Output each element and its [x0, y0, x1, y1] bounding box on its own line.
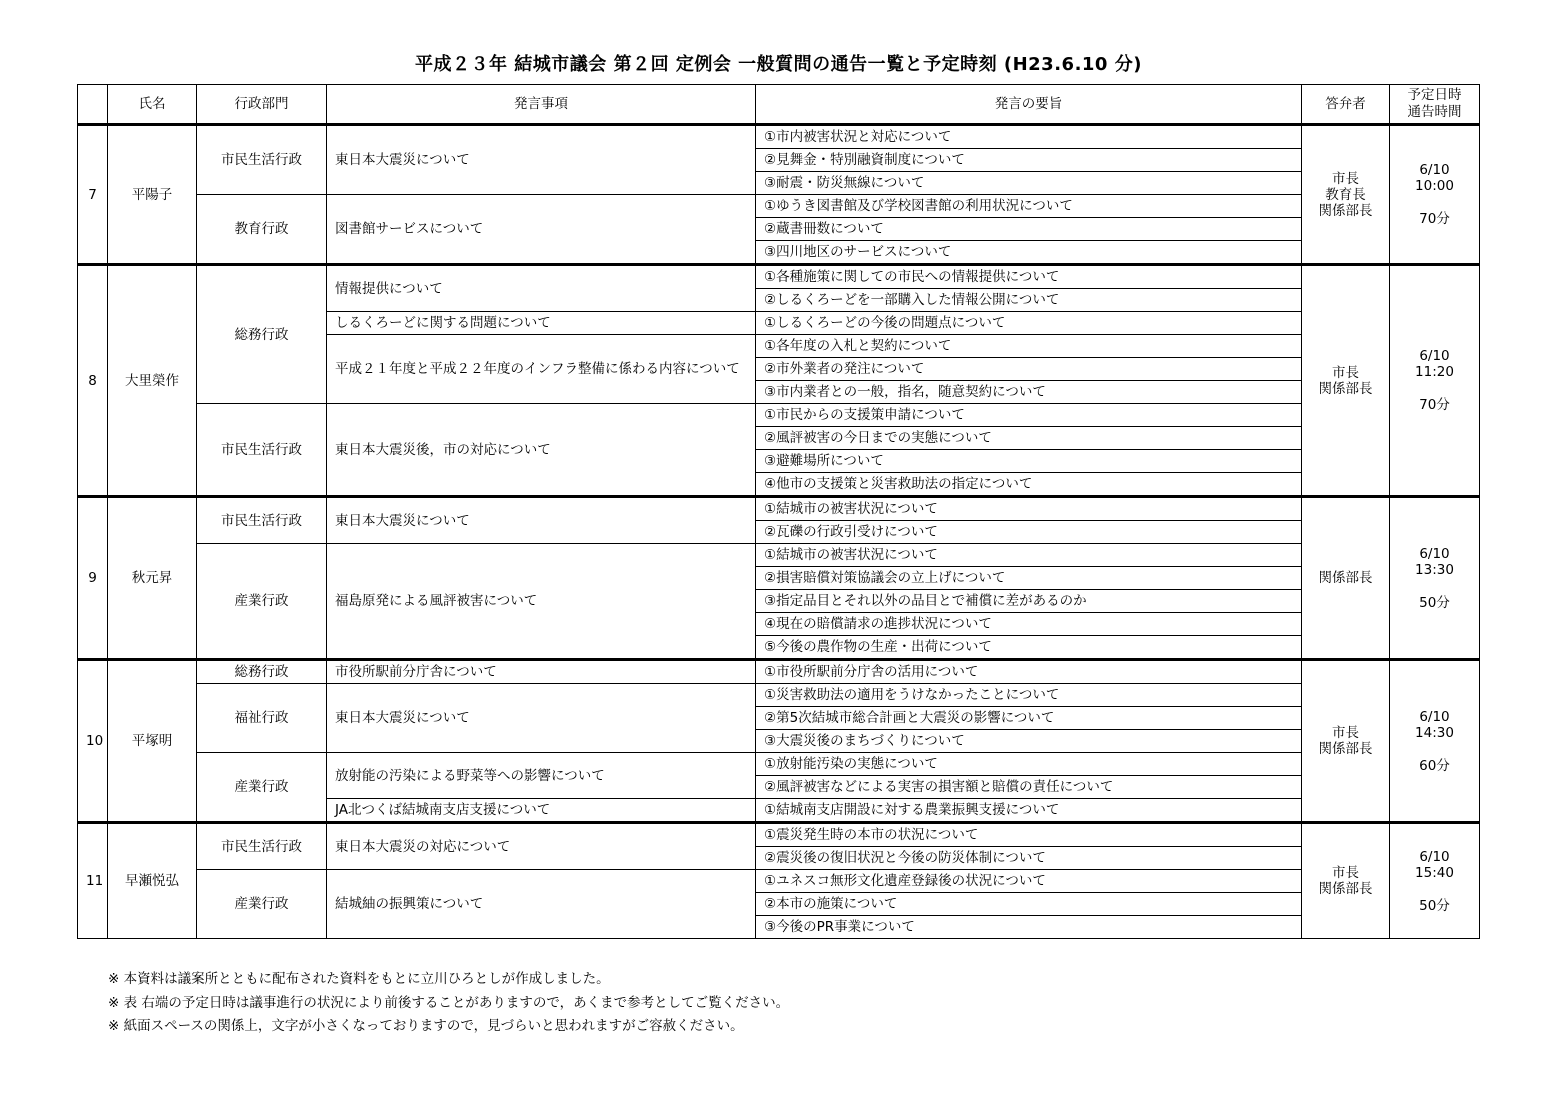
gist-point: ②風評被害の今日までの実態について — [756, 427, 1302, 450]
header-number — [78, 85, 108, 125]
answerers — [1302, 823, 1390, 939]
gist-point: ①市役所駅前分庁舎の活用について — [756, 660, 1302, 684]
gist-point: ②損害賠償対策協議会の立上げについて — [756, 567, 1302, 590]
header-schedule-date: 予定日時 — [1407, 87, 1462, 103]
gist-point: ②蔵書冊数について — [756, 218, 1302, 241]
answerer: 関係部長 — [1318, 380, 1373, 397]
footnote: ※ 本資料は議案所とともに配布された資料をもとに立川ひろとしが作成しました。 — [108, 971, 610, 987]
gist-point: ①震災発生時の本市の状況について — [756, 823, 1302, 847]
answerer: 関係部長 — [1318, 570, 1373, 586]
table-row — [78, 404, 1480, 427]
schedule-time: 13:30 — [1415, 561, 1454, 578]
answerer: 市長 — [1332, 865, 1359, 881]
question-schedule-table — [77, 84, 1480, 939]
department: 産業行政 — [197, 870, 327, 939]
header-answerer: 答弁者 — [1302, 85, 1390, 125]
speaker-number: 11 — [78, 823, 108, 939]
schedule — [1390, 660, 1480, 823]
speaker-number: 8 — [78, 265, 108, 497]
gist-point: ②市外業者の発注について — [756, 358, 1302, 381]
gist-point: ③耐震・防災無線について — [756, 172, 1302, 195]
department: 総務行政 — [197, 660, 327, 684]
speaker-name: 秋元昇 — [108, 497, 197, 660]
footnote: ※ 紙面スペースの関係上，文字が小さくなっておりますので，見づらいと思われますがご容赦ください。 — [108, 1018, 744, 1034]
header-topic: 発言事項 — [327, 85, 756, 125]
gist-point: ②震災後の復旧状況と今後の防災体制について — [756, 847, 1302, 870]
gist-point: ①市内被害状況と対応について — [756, 125, 1302, 149]
gist-point: ①放射能汚染の実態について — [756, 753, 1302, 776]
speaker-name: 早瀬悦弘 — [108, 823, 197, 939]
topic: 放射能の汚染による野菜等への影響について — [327, 753, 756, 799]
gist-point: ①結城市の被害状況について — [756, 497, 1302, 521]
table-row — [78, 497, 1480, 521]
gist-point: ②第5次結城市総合計画と大震災の影響について — [756, 707, 1302, 730]
topic: JA北つくば結城南支店支援について — [327, 799, 756, 823]
header-schedule — [1390, 85, 1480, 125]
speaker-name: 大里榮作 — [108, 265, 197, 497]
schedule-time: 11:20 — [1415, 364, 1454, 380]
department: 産業行政 — [197, 544, 327, 660]
answerer: 市長 — [1332, 725, 1359, 741]
answerers — [1302, 497, 1390, 660]
table-row — [78, 753, 1480, 776]
gist-point: ①各種施策に関しての市民への情報提供について — [756, 265, 1302, 289]
topic: 東日本大震災について — [327, 125, 756, 195]
table-row — [78, 660, 1480, 684]
schedule-time: 10:00 — [1415, 178, 1454, 194]
answerer: 関係部長 — [1318, 741, 1373, 757]
answerer: 市長 — [1332, 364, 1359, 381]
table-row — [78, 823, 1480, 847]
topic: 結城紬の振興策について — [327, 870, 756, 939]
table-row — [78, 684, 1480, 707]
gist-point: ③指定品目とそれ以外の品目とで補償に差があるのか — [756, 590, 1302, 613]
table-row — [78, 195, 1480, 218]
page-title: 平成２３年 結城市議会 第２回 定例会 一般質問の通告一覧と予定時刻 (H23.6.10 分) — [415, 54, 1142, 75]
header-schedule-time: 通告時間 — [1407, 104, 1462, 120]
schedule-date: 6/10 — [1419, 545, 1450, 562]
gist-point: ②風評被害などによる実害の損害額と賠償の責任について — [756, 776, 1302, 799]
answerer: 関係部長 — [1318, 202, 1373, 219]
gist-point: ①災害救助法の適用をうけなかったことについて — [756, 684, 1302, 707]
gist-point: ①ゆうき図書館及び学校図書館の利用状況について — [756, 195, 1302, 218]
speaker-number: 9 — [78, 497, 108, 660]
schedule — [1390, 497, 1480, 660]
gist-point: ④現在の賠償請求の進捗状況について — [756, 613, 1302, 636]
schedule-date: 6/10 — [1419, 162, 1450, 178]
gist-point: ①ユネスコ無形文化遺産登録後の状況について — [756, 870, 1302, 893]
schedule-date: 6/10 — [1419, 348, 1450, 364]
answerer: 市長 — [1332, 170, 1359, 187]
table-row — [78, 544, 1480, 567]
footnote: ※ 表 右端の予定日時は議事進行の状況により前後することがありますので，あくまで参考としてご覧ください。 — [108, 994, 790, 1011]
topic: 東日本大震災後，市の対応について — [327, 404, 756, 497]
speaker-number: 7 — [78, 125, 108, 265]
answerers — [1302, 125, 1390, 265]
footnotes — [108, 968, 789, 1039]
speaker-number: 10 — [78, 660, 108, 823]
gist-point: ④他市の支援策と災害救助法の指定について — [756, 473, 1302, 497]
answerers — [1302, 660, 1390, 823]
gist-point: ②見舞金・特別融資制度について — [756, 149, 1302, 172]
answerer: 関係部長 — [1318, 881, 1373, 897]
topic: 東日本大震災について — [327, 684, 756, 753]
topic: しるくろーどに関する問題について — [327, 312, 756, 335]
schedule-date: 6/10 — [1419, 708, 1450, 725]
schedule-date: 6/10 — [1419, 848, 1450, 865]
header-row — [78, 85, 1480, 125]
table-row — [78, 265, 1480, 289]
gist-point: ③今後のPR事業について — [756, 916, 1302, 939]
schedule-duration: 70分 — [1419, 211, 1450, 227]
department: 総務行政 — [197, 265, 327, 404]
gist-point: ②瓦礫の行政引受けについて — [756, 521, 1302, 544]
topic: 平成２１年度と平成２２年度のインフラ整備に係わる内容について — [327, 335, 756, 404]
department: 市民生活行政 — [197, 497, 327, 544]
department: 教育行政 — [197, 195, 327, 265]
gist-point: ②本市の施策について — [756, 893, 1302, 916]
schedule — [1390, 823, 1480, 939]
gist-point: ③避難場所について — [756, 450, 1302, 473]
header-department: 行政部門 — [197, 85, 327, 125]
gist-point: ③大震災後のまちづくりについて — [756, 730, 1302, 753]
schedule — [1390, 125, 1480, 265]
schedule-duration: 50分 — [1419, 897, 1450, 914]
department: 福祉行政 — [197, 684, 327, 753]
table-body — [78, 125, 1480, 939]
gist-point: ③市内業者との一般，指名，随意契約について — [756, 381, 1302, 404]
schedule-time: 14:30 — [1415, 724, 1454, 741]
table-row — [78, 870, 1480, 893]
gist-point: ①しるくろーどの今後の問題点について — [756, 312, 1302, 335]
schedule-duration: 70分 — [1419, 397, 1450, 413]
speaker-name: 平陽子 — [108, 125, 197, 265]
speaker-name: 平塚明 — [108, 660, 197, 823]
topic: 福島原発による風評被害について — [327, 544, 756, 660]
schedule-duration: 60分 — [1419, 757, 1450, 774]
gist-point: ②しるくろーどを一部購入した情報公開について — [756, 289, 1302, 312]
gist-point: ③四川地区のサービスについて — [756, 241, 1302, 265]
gist-point: ①結城南支店開設に対する農業振興支援について — [756, 799, 1302, 823]
topic: 情報提供について — [327, 265, 756, 312]
gist-point: ①市民からの支援策申請について — [756, 404, 1302, 427]
schedule-duration: 50分 — [1419, 594, 1450, 611]
answerers — [1302, 265, 1390, 497]
department: 産業行政 — [197, 753, 327, 823]
answerer: 教育長 — [1325, 186, 1366, 203]
gist-point: ①結城市の被害状況について — [756, 544, 1302, 567]
topic: 市役所駅前分庁舎について — [327, 660, 756, 684]
schedule — [1390, 265, 1480, 497]
header-gist: 発言の要旨 — [756, 85, 1302, 125]
topic: 東日本大震災について — [327, 497, 756, 544]
department: 市民生活行政 — [197, 823, 327, 870]
department: 市民生活行政 — [197, 404, 327, 497]
topic: 東日本大震災の対応について — [327, 823, 756, 870]
header-name: 氏名 — [108, 85, 197, 125]
table-row — [78, 125, 1480, 149]
topic: 図書館サービスについて — [327, 195, 756, 265]
schedule-time: 15:40 — [1415, 864, 1454, 881]
department: 市民生活行政 — [197, 125, 327, 195]
gist-point: ①各年度の入札と契約について — [756, 335, 1302, 358]
gist-point: ⑤今後の農作物の生産・出荷について — [756, 636, 1302, 660]
